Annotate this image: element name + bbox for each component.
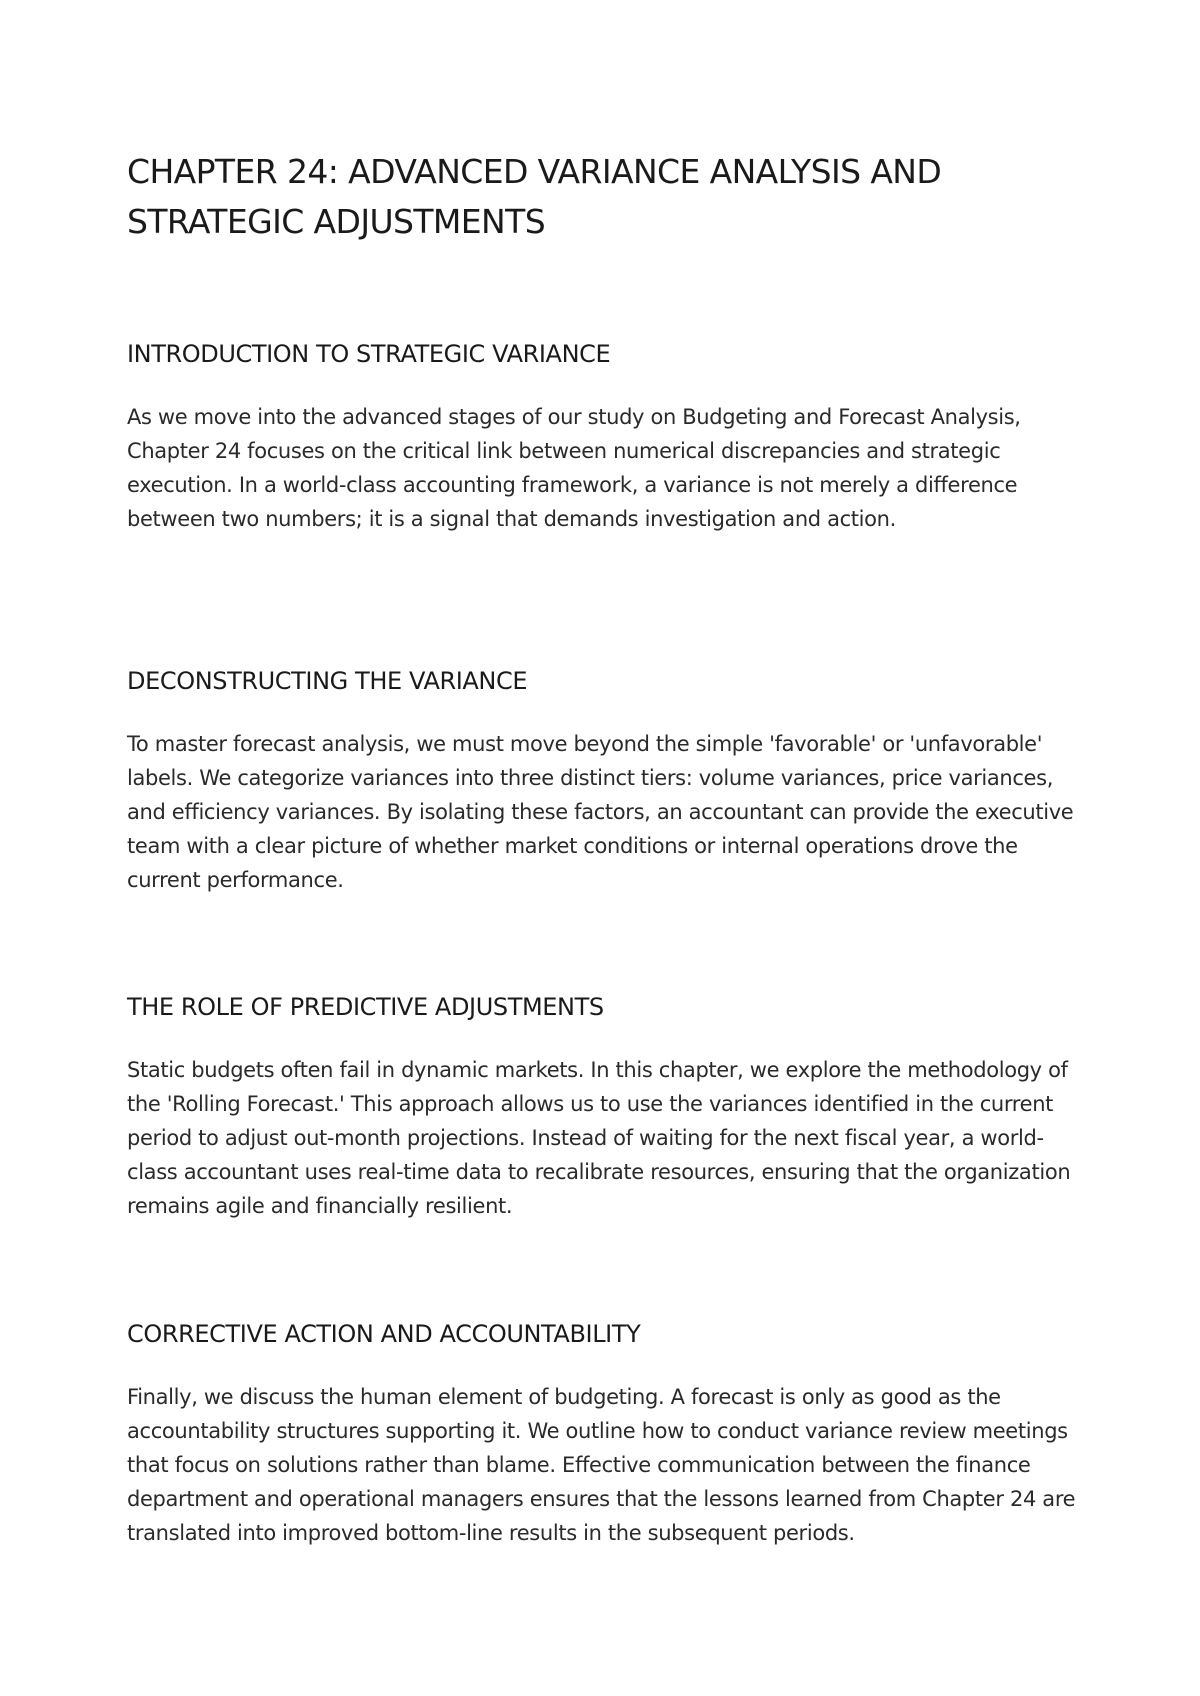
section-corrective-action [127, 1317, 1087, 1550]
section-deconstructing [127, 664, 1087, 897]
section-heading: THE ROLE OF PREDICTIVE ADJUSTMENTS [127, 993, 604, 1021]
document-page [127, 147, 1087, 1545]
section-heading: DECONSTRUCTING THE VARIANCE [127, 667, 528, 695]
chapter-title: CHAPTER 24: ADVANCED VARIANCE ANALYSIS AND STRATEGIC ADJUSTMENTS [127, 152, 942, 241]
section-heading: CORRECTIVE ACTION AND ACCOUNTABILITY [127, 1320, 641, 1348]
section-predictive-adjustments [127, 990, 1087, 1223]
section-paragraph: As we move into the advanced stages of our study on Budgeting and Forecast Analysis, Chapter 24 focuses on the critical link between numerical discrepancies and strategic execution. In a world-class accounting framework, a variance is not merely a difference between two numbers; it is a signal that demands investigation and action. [127, 405, 1021, 531]
section-paragraph: Finally, we discuss the human element of budgeting. A forecast is only as good as the accountability structures supporting it. We outline how to conduct variance review meetings that focus on solutions rather than blame. Effective communication between the finance department and operational managers ensures that the lessons learned from Chapter 24 are translated into improved bottom-line results in the subsequent periods. [127, 1385, 1076, 1545]
section-paragraph: To master forecast analysis, we must move beyond the simple 'favorable' or 'unfavorable' labels. We categorize variances into three distinct tiers: volume variances, price variances, and efficiency variances. By isolating these factors, an accountant can provide the executive team with a clear picture of whether market conditions or internal operations drove the current performance. [127, 732, 1074, 892]
section-introduction [127, 337, 1087, 536]
section-paragraph: Static budgets often fail in dynamic markets. In this chapter, we explore the methodology of the 'Rolling Forecast.' This approach allows us to use the variances identified in the current period to adjust out-month projections. Instead of waiting for the next fiscal year, a world-class accountant uses real-time data to recalibrate resources, ensuring that the organization remains agile and financially resilient. [127, 1058, 1071, 1218]
section-heading: INTRODUCTION TO STRATEGIC VARIANCE [127, 340, 611, 368]
